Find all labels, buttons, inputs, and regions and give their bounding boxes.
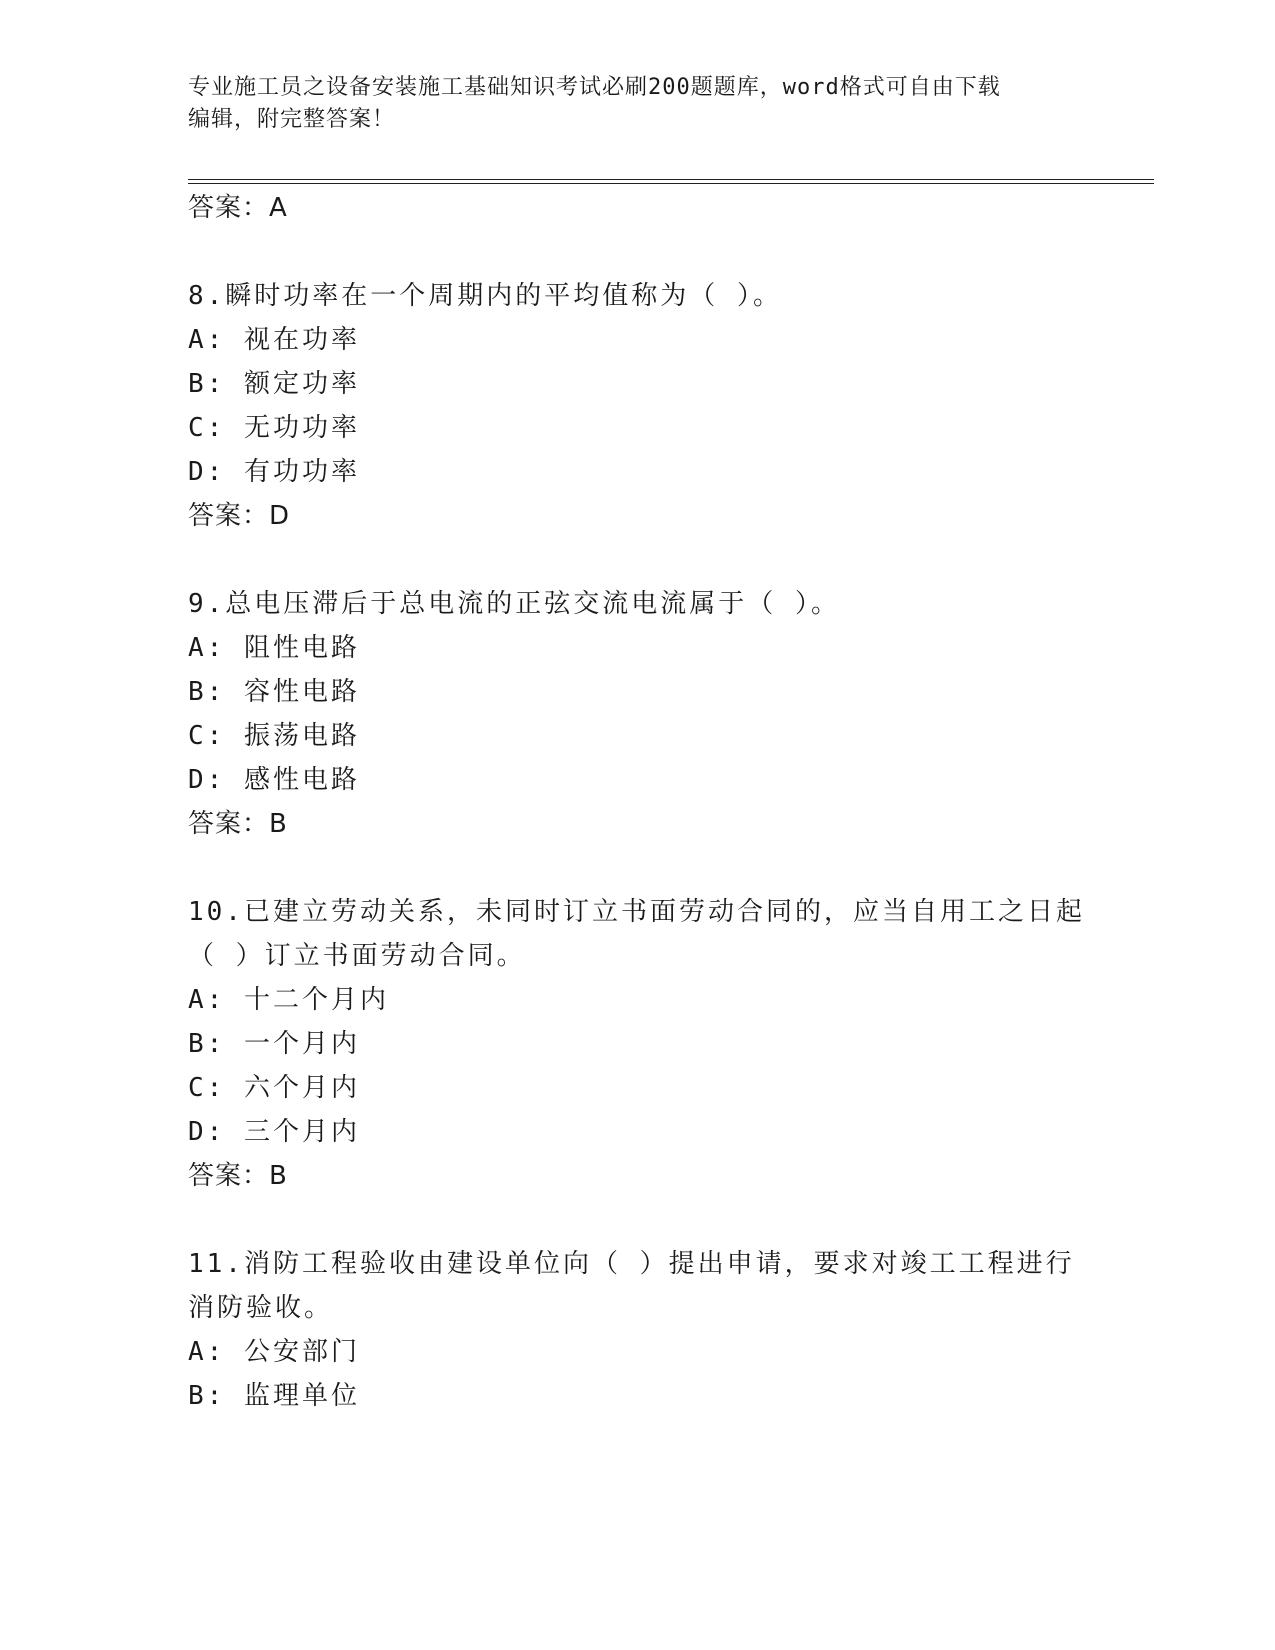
question-10-option-d: D: 三个月内: [188, 1117, 360, 1147]
question-8-option-c: C: 无功功率: [188, 413, 360, 443]
question-8-option-a: A: 视在功率: [188, 325, 360, 355]
question-8-answer: 答案：D: [188, 501, 291, 531]
header-divider-top: [188, 179, 1154, 180]
question-10-option-c: C: 六个月内: [188, 1073, 360, 1103]
question-8-text: 8.瞬时功率在一个周期内的平均值称为（ ）。: [188, 281, 782, 311]
question-8-option-b: B: 额定功率: [188, 369, 360, 399]
header-line-2: 编辑，附完整答案！: [188, 107, 396, 132]
question-9-option-a: A: 阻性电路: [188, 633, 360, 663]
question-11-text-line-1: 11.消防工程验收由建设单位向（ ）提出申请，要求对竣工工程进行: [188, 1249, 1075, 1279]
document-header: [188, 72, 1088, 136]
question-10-answer: 答案：B: [188, 1161, 288, 1191]
question-10-text-line-1: 10.已建立劳动关系，未同时订立书面劳动合同的，应当自用工之日起: [188, 897, 1085, 927]
question-9-text: 9.总电压滞后于总电流的正弦交流电流属于（ ）。: [188, 589, 840, 619]
question-9-option-b: B: 容性电路: [188, 677, 360, 707]
header-divider-bottom: [188, 183, 1154, 184]
question-11-option-a: A: 公安部门: [188, 1337, 360, 1367]
header-line-1: 专业施工员之设备安装施工基础知识考试必刷200题题库，word格式可自由下载: [188, 75, 1001, 100]
question-9-option-c: C: 振荡电路: [188, 721, 360, 751]
question-10-option-a: A: 十二个月内: [188, 985, 389, 1015]
question-10-text-line-2: （ ）订立书面劳动合同。: [188, 941, 526, 971]
question-10-option-b: B: 一个月内: [188, 1029, 360, 1059]
question-11-option-b: B: 监理单位: [188, 1381, 360, 1411]
question-8-option-d: D: 有功功率: [188, 457, 360, 487]
previous-answer: 答案：A: [188, 193, 288, 223]
question-11-text-line-2: 消防验收。: [188, 1293, 334, 1323]
question-9-answer: 答案：B: [188, 809, 288, 839]
question-9-option-d: D: 感性电路: [188, 765, 360, 795]
